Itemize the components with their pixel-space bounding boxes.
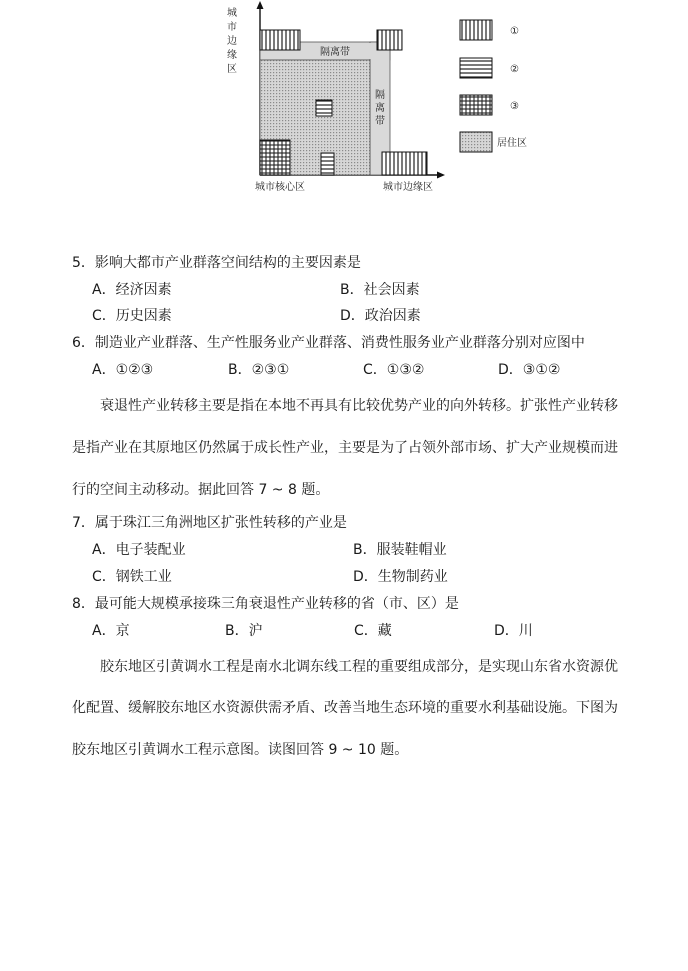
question-6-stem: 6．制造业产业群落、生产性服务业产业群落、消费性服务业产业群落分别对应图中 bbox=[72, 335, 585, 351]
question-7-stem: 7．属于珠江三角洲地区扩张性转移的产业是 bbox=[72, 515, 347, 531]
svg-text:区: 区 bbox=[227, 64, 237, 75]
cluster-2-block-mid bbox=[316, 100, 332, 116]
cluster-1-block-right bbox=[377, 30, 402, 50]
belt-label-side bbox=[375, 89, 385, 127]
legend-label-4: 居住区 bbox=[497, 138, 527, 149]
svg-text:离: 离 bbox=[375, 103, 385, 114]
question-8-option-c[interactable]: C．藏 bbox=[354, 623, 392, 639]
svg-text:缘: 缘 bbox=[227, 50, 237, 61]
question-5-option-a[interactable]: A．经济因素 bbox=[92, 282, 172, 298]
question-6-option-c[interactable]: C．①③② bbox=[363, 362, 425, 378]
question-6-option-a[interactable]: A．①②③ bbox=[92, 362, 154, 378]
question-6-option-b[interactable]: B．②③① bbox=[228, 362, 290, 378]
cluster-1-block-edge bbox=[382, 152, 427, 175]
passage-1-line-2: 是指产业在其原地区仍然属于成长性产业，主要是为了占领外部市场、扩大产业规模而进 bbox=[72, 440, 618, 456]
legend-swatch-4 bbox=[460, 132, 492, 152]
question-7-option-d[interactable]: D．生物制药业 bbox=[353, 569, 448, 585]
legend bbox=[460, 20, 527, 152]
question-7-option-a[interactable]: A．电子装配业 bbox=[92, 542, 186, 558]
cluster-2-block-bottom bbox=[321, 153, 334, 175]
svg-text:带: 带 bbox=[375, 116, 385, 127]
y-axis-label bbox=[227, 6, 237, 75]
legend-swatch-1 bbox=[460, 20, 492, 40]
question-8-stem: 8．最可能大规模承接珠三角衰退性产业转移的省（市、区）是 bbox=[72, 596, 459, 612]
passage-1-line-1: 衰退性产业转移主要是指在本地不再具有比较优势产业的向外转移。扩张性产业转移 bbox=[100, 398, 618, 414]
question-7-option-c[interactable]: C．钢铁工业 bbox=[92, 569, 172, 585]
legend-swatch-2 bbox=[460, 58, 492, 78]
svg-text:城: 城 bbox=[227, 8, 237, 19]
question-5-option-d[interactable]: D．政治因素 bbox=[340, 308, 421, 324]
cluster-1-block-left bbox=[260, 30, 300, 50]
passage-2-line-2: 化配置、缓解胶东地区水资源供需矛盾、改善当地生态环境的重要水利基础设施。下图为 bbox=[72, 700, 618, 716]
svg-text:隔: 隔 bbox=[375, 90, 385, 101]
x-axis-left-label: 城市核心区 bbox=[255, 182, 305, 193]
legend-swatch-3 bbox=[460, 95, 492, 115]
passage-1-line-3: 行的空间主动移动。据此回答 7 ~ 8 题。 bbox=[72, 482, 330, 498]
question-7-option-b[interactable]: B．服装鞋帽业 bbox=[353, 542, 447, 558]
legend-label-1: ① bbox=[510, 26, 519, 37]
passage-2-line-3: 胶东地区引黄调水工程示意图。读图回答 9 ~ 10 题。 bbox=[72, 742, 409, 758]
question-8-option-d[interactable]: D．川 bbox=[494, 623, 533, 639]
svg-text:边: 边 bbox=[227, 36, 237, 47]
question-8-option-a[interactable]: A．京 bbox=[92, 623, 130, 639]
question-5-stem: 5．影响大都市产业群落空间结构的主要因素是 bbox=[72, 255, 361, 271]
passage-2-line-1: 胶东地区引黄调水工程是南水北调东线工程的重要组成部分，是实现山东省水资源优 bbox=[100, 659, 618, 675]
industry-cluster-diagram bbox=[225, 0, 555, 200]
legend-label-2: ② bbox=[510, 64, 519, 75]
svg-text:市: 市 bbox=[227, 22, 237, 33]
question-8-option-b[interactable]: B．沪 bbox=[225, 623, 263, 639]
question-6-option-d[interactable]: D．③①② bbox=[498, 362, 561, 378]
question-5-option-c[interactable]: C．历史因素 bbox=[92, 308, 172, 324]
question-5-option-b[interactable]: B．社会因素 bbox=[340, 282, 420, 298]
x-axis-right-label: 城市边缘区 bbox=[383, 182, 433, 193]
cluster-3-block bbox=[260, 140, 290, 175]
legend-label-3: ③ bbox=[510, 101, 519, 112]
belt-label-top: 隔离带 bbox=[320, 47, 350, 58]
